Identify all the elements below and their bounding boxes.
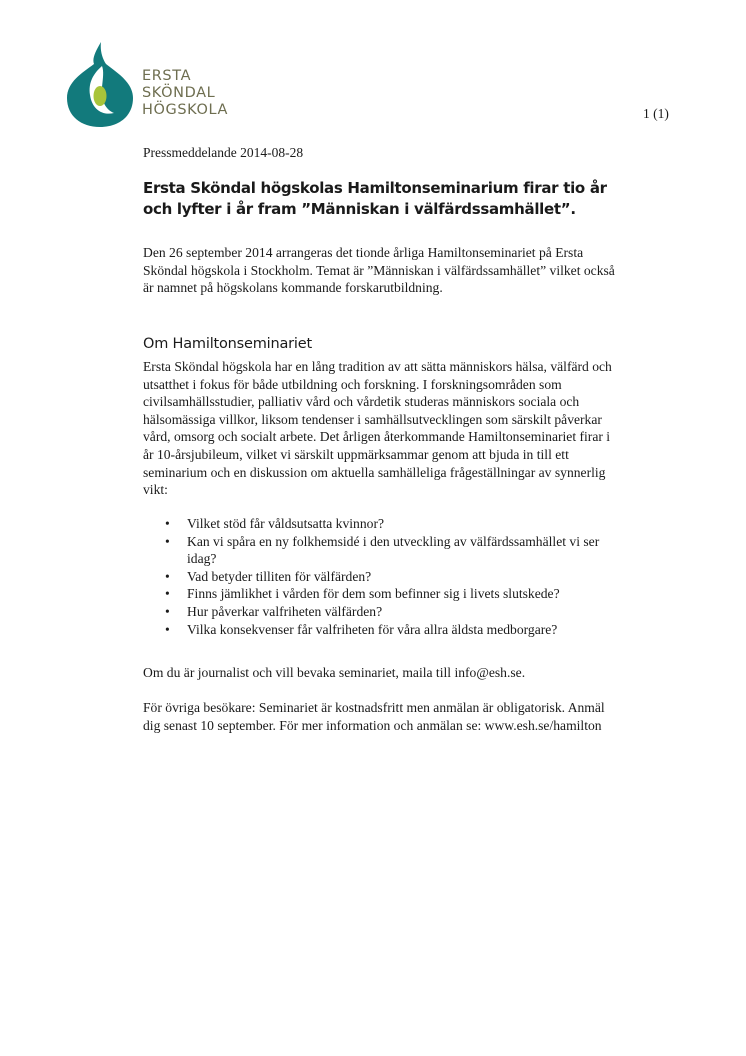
bullet-icon: • [165,533,170,549]
bullet-icon: • [165,516,170,531]
question-list [143,515,623,638]
bullet-icon: • [165,603,170,619]
logo-wordmark [142,68,228,119]
list-item-text: Hur påverkar valfriheten välfärden? [187,603,383,619]
bullet-icon: • [165,621,170,637]
journalist-note: Om du är journalist och vill bevaka seminariet, maila till info@esh.se. [143,665,526,680]
list-item [143,603,623,621]
bullet-icon: • [165,586,170,602]
document-title: Ersta Sköndal högskolas Hamiltonseminarium firar tio år och lyfter i år fram ”Människan i välfärdssamhället”. [143,179,607,218]
list-item-text: Kan vi spåra en ny folkhemsidé i den utveckling av välfärdssamhället vi ser idag? [187,533,600,567]
logo-line-3: HÖGSKOLA [142,102,229,118]
ersta-skondal-logo [64,40,239,130]
list-item [143,568,623,586]
list-item-text: Finns jämlikhet i vården för dem som befinner sig i livets slutskede? [187,586,560,602]
list-item [143,533,623,568]
bullet-icon: • [165,568,170,584]
page-number: 1 (1) [643,106,669,121]
press-release-date: Pressmeddelande 2014-08-28 [143,145,304,160]
flame-drop-logo-icon [64,40,136,128]
section-heading: Om Hamiltonseminariet [143,336,312,352]
visitors-note: För övriga besökare: Seminariet är kostnadsfritt men anmälan är obligatorisk. Anmäl dig senast 10 september. För mer information och anmälan se: www.esh.se/hamilton [143,700,605,733]
list-item [143,585,623,603]
list-item-text: Vad betyder tilliten för välfärden? [187,568,372,584]
logo-line-1: ERSTA [142,68,192,84]
logo-line-2: SKÖNDAL [142,85,216,101]
lead-paragraph: Den 26 september 2014 arrangeras det tionde årliga Hamiltonseminariet på Ersta Sköndal högskola i Stockholm. Temat är ”Människan i välfärdssamhället” vilket också är namnet på högskolans kommande forskarutbildning. [143,245,615,296]
about-paragraph: Ersta Sköndal högskola har en lång tradition av att sätta människors hälsa, välfärd och utsatthet i fokus för både utbildning och forskning. I forskningsområden som civilsamhällsstudier, palliativ vård och vårdetik studeras människors sociala och hälsomässiga villkor, liksom tendenser i samhällsutvecklingen som särskilt påverkar vård, omsorg och socialt arbete. Det årligen återkommande Hamiltonseminariet firar i år 10-årsjubileum, vilket vi särskilt uppmärksammar genom att bjuda in till ett seminarium och en diskussion om aktuella samhälleliga frågeställningar av synnerlig vikt: [143,359,612,498]
list-item [143,621,623,639]
list-item [143,515,623,533]
list-item-text: Vilket stöd får våldsutsatta kvinnor? [187,516,385,531]
list-item-text: Vilka konsekvenser får valfriheten för våra allra äldsta medborgare? [187,621,558,637]
